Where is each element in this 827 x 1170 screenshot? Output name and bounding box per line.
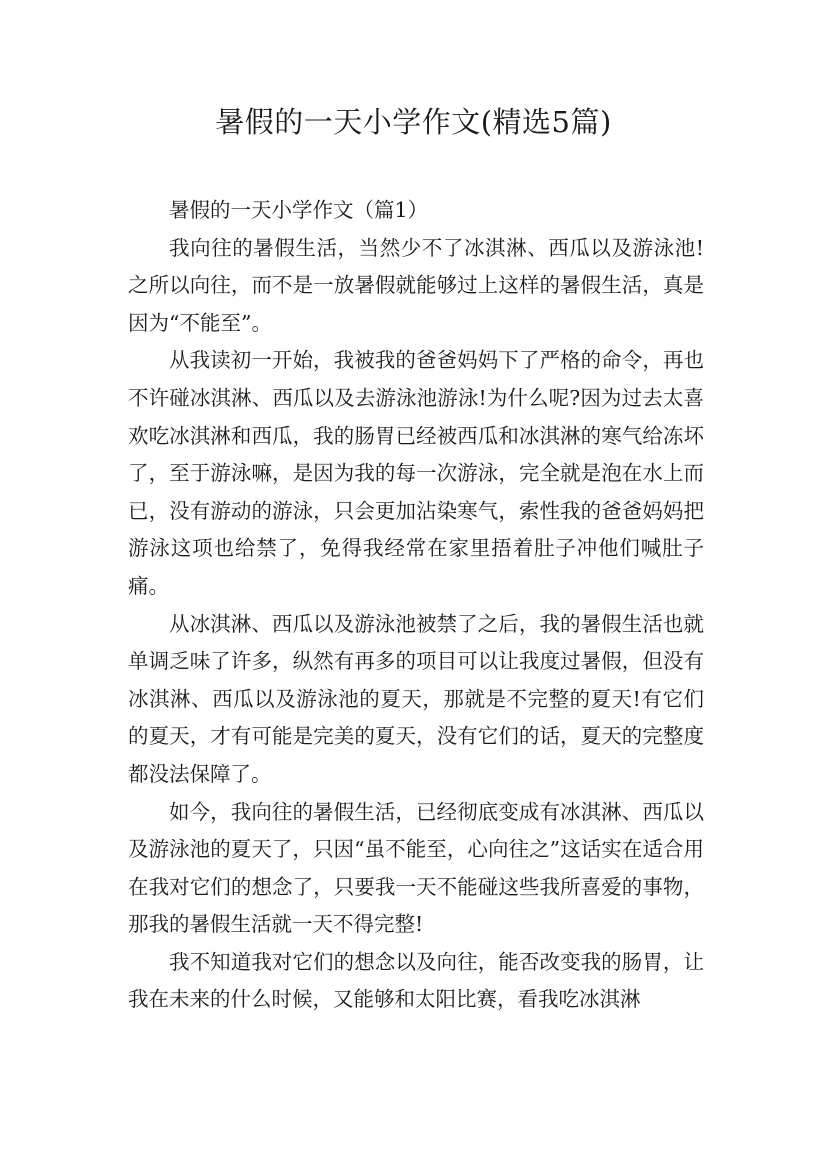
document-title: 暑假的一天小学作文(精选5篇) — [215, 105, 612, 139]
paragraph-4: 如今，我向往的暑假生活，已经彻底变成有冰淇淋、西瓜以及游泳池的夏天了，只因“虽不能至，心向往之”这话实在适合用在我对它们的想念了，只要我一天不能碰这些我所喜爱的事物，那我的暑假生活就一天不得完整! — [128, 799, 704, 937]
paragraph-5: 我不知道我对它们的想念以及向往，能否改变我的肠胃，让我在未来的什么时候，又能够和太阳比赛，看我吃冰淇淋 — [128, 949, 704, 1012]
section-heading: 暑假的一天小学作文（篇1） — [169, 198, 429, 222]
paragraph-2: 从我读初一开始，我被我的爸爸妈妈下了严格的命令，再也不许碰冰淇淋、西瓜以及去游泳池游泳!为什么呢?因为过去太喜欢吃冰淇淋和西瓜，我的肠胃已经被西瓜和冰淇淋的寒气给冻坏了，至于游泳嘛，是因为我的每一次游泳，完全就是泡在水上而已，没有游动的游泳，只会更加沾染寒气，索性我的爸爸妈妈把游泳这项也给禁了，免得我经常在家里捂着肚子冲他们喊肚子痛。 — [128, 348, 704, 598]
paragraph-1: 我向往的暑假生活，当然少不了冰淇淋、西瓜以及游泳池!之所以向往，而不是一放暑假就能够过上这样的暑假生活，真是因为“不能至”。 — [128, 235, 704, 335]
document-body — [128, 192, 704, 1019]
paragraph-3: 从冰淇淋、西瓜以及游泳池被禁了之后，我的暑假生活也就单调乏味了许多，纵然有再多的项目可以让我度过暑假，但没有冰淇淋、西瓜以及游泳池的夏天，那就是不完整的夏天!有它们的夏天，才有可能是完美的夏天，没有它们的话，夏天的完整度都没法保障了。 — [128, 611, 704, 786]
